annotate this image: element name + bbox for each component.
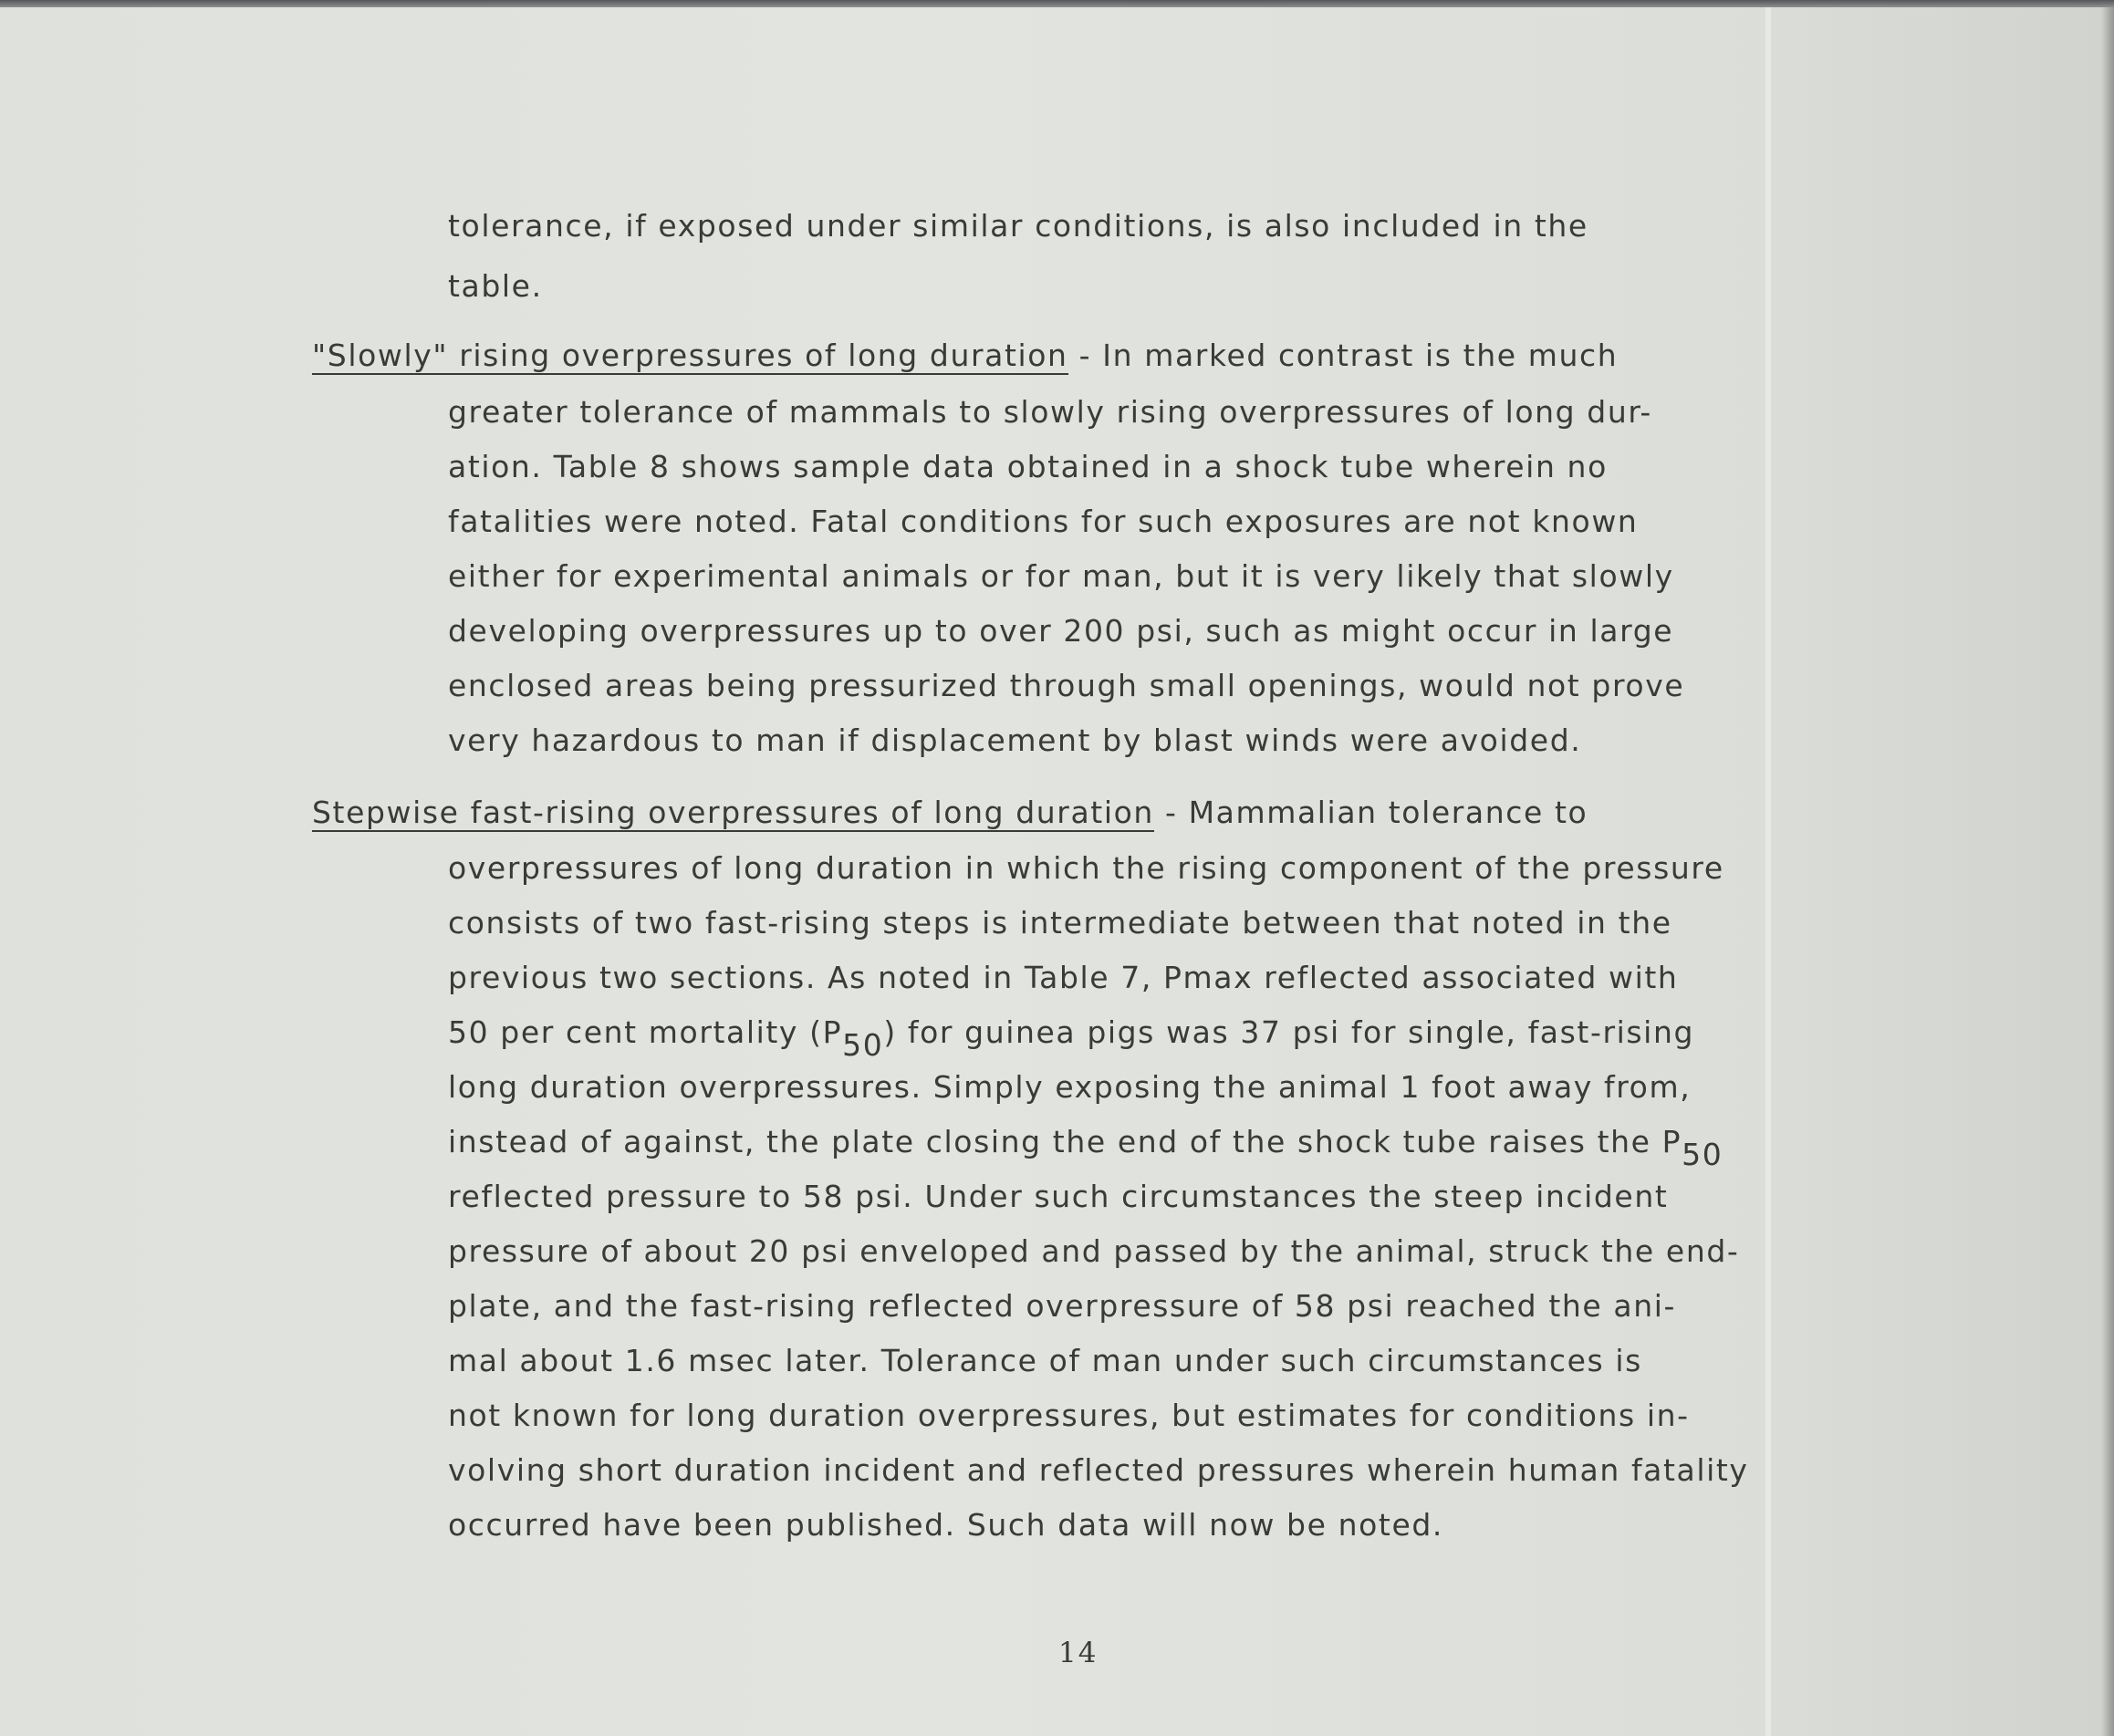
body-line: volving short duration incident and reflected pressures wherein human fatality [448,1452,1749,1488]
page-number: 14 [1058,1637,1099,1669]
body-line: consists of two fast-rising steps is intermediate between that noted in the [448,905,1672,941]
body-line: long duration overpressures. Simply exposing the animal 1 foot away from, [448,1069,1692,1105]
section-step-lead: - Mammalian tolerance to [1153,795,1588,830]
section-slow-first-line [312,338,1618,374]
body-line: previous two sections. As noted in Table 7, Pmax reflected associated with [448,960,1679,995]
body-line: enclosed areas being pressurized through small openings, would not prove [448,668,1685,703]
body-line: mal about 1.6 msec later. Tolerance of man under such circumstances is [448,1343,1642,1378]
body-line-p50: instead of against, the plate closing the end of the shock tube raises the $P_{50}$ [448,1124,1723,1172]
body-line: either for experimental animals or for man, but it is very likely that slowly [448,558,1674,594]
subscript-50: 50 [842,1027,884,1063]
body-line: fatalities were noted. Fatal conditions for such exposures are not known [448,504,1639,539]
body-line: not known for long duration overpressures, but estimates for conditions in- [448,1398,1690,1433]
section-slow-lead: - In marked contrast is the much [1067,338,1619,373]
intro-line: tolerance, if exposed under similar conditions, is also included in the [448,208,1588,244]
body-line: plate, and the fast-rising reflected overpressure of 58 psi reached the ani- [448,1288,1676,1324]
section-step-first-line [312,795,1588,831]
body-line: developing overpressures up to over 200 psi, such as might occur in large [448,613,1674,649]
section-heading-slow: "Slowly" rising overpressures of long duration [312,338,1068,373]
section-heading-stepwise: Stepwise fast-rising overpressures of long duration [312,795,1154,830]
body-line: pressure of about 20 psi enveloped and passed by the animal, struck the end- [448,1233,1740,1269]
body-line: occurred have been published. Such data will now be noted. [448,1507,1443,1543]
body-line: very hazardous to man if displacement by blast winds were avoided. [448,722,1582,758]
body-line: ation. Table 8 shows sample data obtained in a shock tube wherein no [448,449,1608,484]
body-line: reflected pressure to 58 psi. Under such circumstances the steep incident [448,1179,1669,1214]
intro-line: table. [448,268,543,304]
body-line: overpressures of long duration in which the rising component of the pressure [448,850,1724,886]
body-line: greater tolerance of mammals to slowly rising overpressures of long dur- [448,394,1652,430]
subscript-50: 50 [1682,1137,1723,1172]
body-line-p50: 50 per cent mortality $(P_{50})$ for guinea pigs was 37 psi for single, fast-rising [448,1014,1695,1063]
